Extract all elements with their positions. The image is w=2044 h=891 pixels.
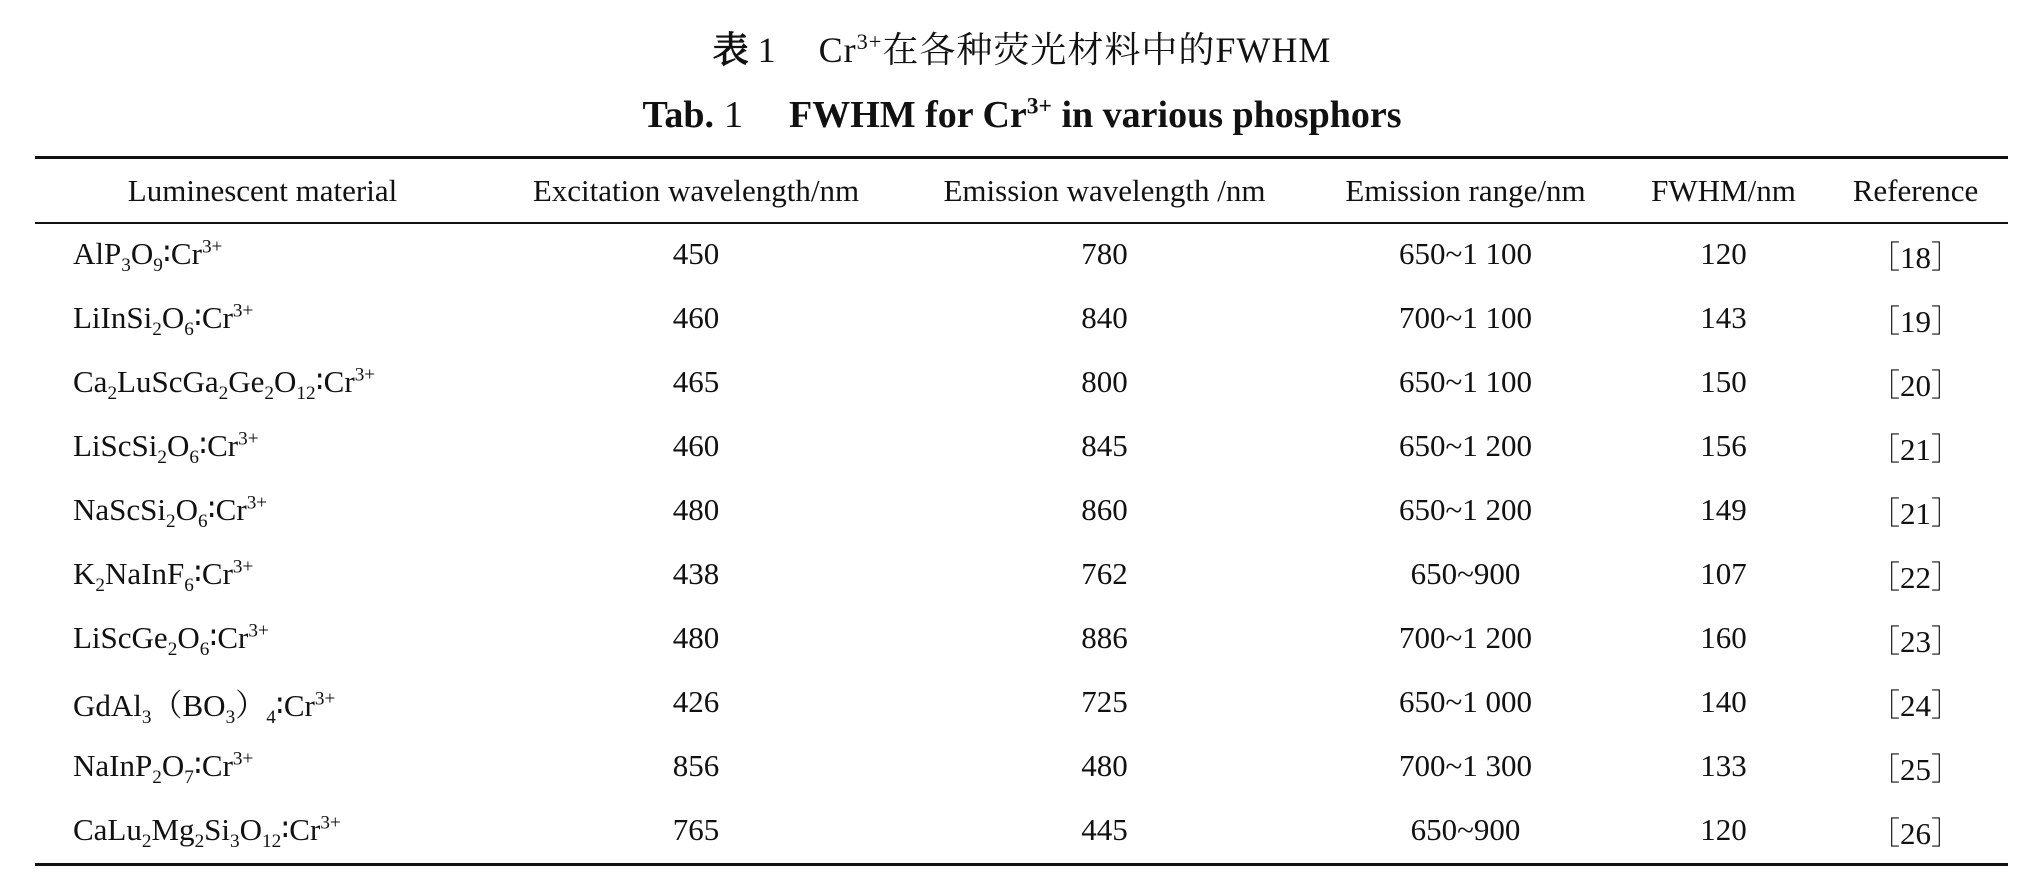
formula-text: ∶Cr — [162, 236, 202, 271]
caption-number-en: 1 — [724, 94, 743, 136]
cell-material — [35, 286, 490, 350]
formula-text: ∶Cr — [193, 300, 233, 335]
table-row — [35, 478, 2008, 542]
cell-excitation: 856 — [672, 748, 720, 783]
cell-emission-range: 700~1 100 — [1398, 300, 1533, 335]
cell-material — [35, 542, 490, 606]
cell-excitation: 426 — [672, 684, 720, 719]
header-fwhm: FWHM/nm — [1651, 172, 1796, 208]
cell-excitation: 480 — [672, 492, 720, 527]
table-row — [35, 798, 2008, 862]
formula-text: Mg — [151, 812, 195, 847]
cell-emission: 860 — [1081, 492, 1128, 527]
formula-subscript: 2 — [264, 383, 275, 405]
cell-emission-range: 700~1 200 — [1398, 620, 1533, 655]
cell-fwhm: 107 — [1700, 556, 1747, 591]
cell-excitation: 438 — [672, 556, 720, 591]
cell-emission: 886 — [1081, 620, 1128, 655]
formula-superscript: 3+ — [232, 556, 254, 578]
phosphor-data-table — [35, 159, 2008, 862]
cell-fwhm: 160 — [1700, 620, 1747, 655]
formula-subscript: 2 — [167, 639, 178, 661]
cell-material — [35, 350, 490, 414]
cell-material — [35, 798, 490, 862]
formula-text: ∶Cr — [193, 556, 233, 591]
table-caption-english — [0, 87, 2044, 143]
formula-superscript: 3+ — [232, 300, 254, 322]
header-excitation-wavelength: Excitation wavelength/nm — [532, 172, 860, 208]
cell-material — [35, 670, 490, 734]
formula-text: O — [161, 300, 185, 335]
formula-subscript: 6 — [198, 511, 208, 533]
formula-text: K — [73, 556, 96, 591]
cell-excitation: 480 — [672, 620, 720, 655]
cell-emission-range: 650~1 100 — [1398, 236, 1533, 271]
formula-text: LiInSi — [73, 300, 153, 335]
formula-subscript: 3 — [121, 255, 131, 277]
formula-text: AlP — [73, 236, 122, 271]
formula-text: CaLu — [73, 812, 142, 847]
formula-subscript: 2 — [107, 383, 118, 405]
cell-reference: ［21］ — [1869, 495, 1962, 531]
cell-emission-range: 650~1 100 — [1398, 364, 1533, 399]
cell-emission: 780 — [1081, 236, 1128, 271]
cell-excitation: 450 — [672, 236, 720, 271]
formula-text: O — [167, 428, 190, 463]
table-row — [35, 286, 2008, 350]
cell-excitation: 460 — [672, 300, 720, 335]
table-bottom-rule — [35, 863, 2008, 866]
header-luminescent-material: Luminescent material — [127, 172, 398, 208]
header-emission-wavelength: Emission wavelength /nm — [943, 172, 1266, 208]
caption-text-cn: 在各种荧光材料中的FWHM — [882, 30, 1332, 70]
cell-excitation: 465 — [672, 364, 720, 399]
caption-charge-en: 3+ — [1026, 93, 1052, 120]
formula-text: ∶Cr — [193, 748, 233, 783]
cell-material — [35, 222, 490, 286]
formula-subscript: 6 — [184, 319, 194, 341]
cell-emission: 725 — [1081, 684, 1128, 719]
formula-text: NaScSi — [73, 492, 166, 527]
formula-text: O — [177, 620, 200, 655]
cell-reference: ［19］ — [1869, 303, 1962, 339]
cell-fwhm: 149 — [1700, 492, 1747, 527]
formula-subscript: 6 — [189, 447, 200, 469]
cell-emission-range: 700~1 300 — [1398, 748, 1533, 783]
formula-subscript: 2 — [194, 831, 205, 853]
cell-reference: ［20］ — [1869, 367, 1962, 403]
header-reference: Reference — [1852, 172, 1979, 208]
cell-excitation: 460 — [672, 428, 720, 463]
formula-superscript: 3+ — [248, 620, 269, 642]
formula-text: ∶Cr — [315, 364, 355, 399]
cell-fwhm: 143 — [1700, 300, 1747, 335]
caption-label-en: Tab. — [642, 94, 714, 136]
cell-emission: 480 — [1081, 748, 1128, 783]
caption-label-cn: 表 — [712, 30, 750, 71]
formula-text: ∶Cr — [207, 492, 247, 527]
table-row — [35, 734, 2008, 798]
cell-emission-range: 650~1 200 — [1398, 428, 1533, 463]
formula-subscript: 12 — [262, 831, 282, 853]
formula-subscript: 3 — [230, 831, 240, 853]
cell-emission: 840 — [1081, 300, 1128, 335]
table-row — [35, 606, 2008, 670]
table-row — [35, 670, 2008, 734]
formula-text: LiScGe — [73, 620, 168, 655]
formula-subscript: 2 — [166, 511, 176, 533]
formula-text: ） — [235, 687, 267, 723]
formula-text: ∶Cr — [281, 812, 321, 847]
cell-emission: 800 — [1081, 364, 1128, 399]
formula-text: GdAl — [73, 687, 142, 723]
cell-material — [35, 414, 490, 478]
formula-subscript: 2 — [152, 319, 162, 341]
table-body — [35, 222, 2008, 862]
cell-reference: ［21］ — [1869, 431, 1962, 467]
table-row — [35, 542, 2008, 606]
formula-text: Si — [204, 812, 231, 847]
formula-text: ∶Cr — [199, 428, 239, 463]
formula-superscript: 3+ — [232, 748, 254, 770]
cell-reference: ［23］ — [1869, 623, 1962, 659]
formula-subscript: 2 — [141, 831, 152, 853]
formula-superscript: 3+ — [238, 428, 259, 450]
cell-reference: ［24］ — [1869, 687, 1962, 723]
cell-fwhm: 150 — [1700, 364, 1747, 399]
table-row — [35, 350, 2008, 414]
formula-text: （BO — [151, 687, 226, 723]
table-caption-chinese — [0, 22, 2044, 79]
cell-emission-range: 650~1 200 — [1398, 492, 1533, 527]
caption-text-en-before: FWHM for Cr — [789, 94, 1027, 136]
formula-subscript: 3 — [225, 706, 236, 728]
formula-text: LiScSi — [73, 428, 158, 463]
formula-subscript: 7 — [184, 767, 194, 789]
formula-text: O — [161, 748, 185, 783]
formula-subscript: 6 — [199, 639, 210, 661]
formula-text: O — [130, 236, 154, 271]
cell-reference: ［25］ — [1869, 751, 1962, 787]
cell-fwhm: 133 — [1700, 748, 1747, 783]
formula-subscript: 2 — [157, 447, 168, 469]
formula-subscript: 2 — [95, 575, 105, 597]
formula-subscript: 6 — [184, 575, 194, 597]
table-row — [35, 222, 2008, 286]
formula-superscript: 3+ — [201, 236, 223, 258]
formula-superscript: 3+ — [314, 688, 336, 710]
formula-subscript: 3 — [141, 706, 152, 728]
cell-emission-range: 650~900 — [1410, 812, 1521, 847]
cell-material — [35, 734, 490, 798]
cell-reference: ［22］ — [1869, 559, 1962, 595]
cell-emission: 762 — [1081, 556, 1128, 591]
cell-emission: 845 — [1081, 428, 1128, 463]
formula-text: O — [175, 492, 198, 527]
header-emission-range: Emission range/nm — [1345, 172, 1586, 208]
cell-reference: ［18］ — [1869, 239, 1962, 275]
table-row — [35, 414, 2008, 478]
formula-subscript: 9 — [153, 255, 163, 277]
formula-text: Ca — [73, 364, 108, 399]
cell-material — [35, 478, 490, 542]
cell-emission-range: 650~900 — [1410, 556, 1521, 591]
formula-superscript: 3+ — [246, 492, 268, 514]
formula-text: NaInF — [105, 556, 185, 591]
header-row — [35, 159, 2008, 222]
cell-fwhm: 120 — [1700, 236, 1747, 271]
cell-emission: 445 — [1081, 812, 1128, 847]
caption-charge-cn: 3+ — [856, 29, 883, 54]
formula-text: O — [239, 812, 263, 847]
cell-fwhm: 140 — [1700, 684, 1747, 719]
cell-reference: ［26］ — [1869, 815, 1962, 851]
cell-material — [35, 606, 490, 670]
formula-text: ∶Cr — [275, 687, 315, 723]
table-header — [35, 159, 2008, 222]
cell-excitation: 765 — [672, 812, 720, 847]
formula-text: NaInP — [73, 748, 153, 783]
formula-text: ∶Cr — [209, 620, 249, 655]
formula-subscript: 2 — [218, 383, 229, 405]
formula-text: O — [274, 364, 297, 399]
formula-superscript: 3+ — [320, 812, 341, 834]
cell-fwhm: 156 — [1700, 428, 1747, 463]
caption-text-en-after: in various phosphors — [1051, 94, 1402, 136]
caption-species-cn: Cr — [818, 30, 857, 70]
cell-fwhm: 120 — [1700, 812, 1747, 847]
caption-number-cn: 1 — [757, 30, 777, 70]
formula-subscript: 12 — [296, 383, 316, 405]
formula-subscript: 2 — [152, 767, 162, 789]
formula-text: LuScGa — [117, 364, 219, 399]
formula-text: Ge — [228, 364, 265, 399]
formula-superscript: 3+ — [354, 364, 376, 386]
cell-emission-range: 650~1 000 — [1398, 684, 1533, 719]
formula-subscript: 4 — [266, 706, 276, 728]
